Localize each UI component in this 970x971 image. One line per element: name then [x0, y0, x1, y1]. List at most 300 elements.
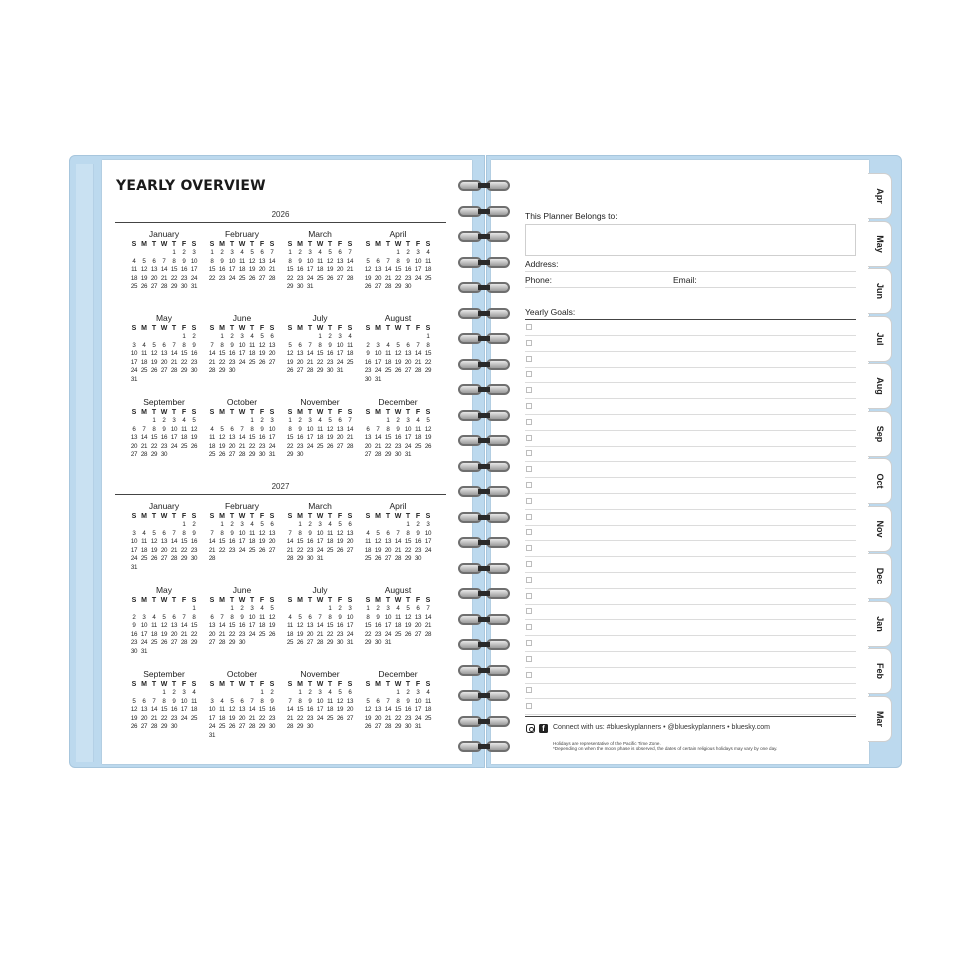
week-row [285, 342, 355, 351]
goal-checkbox[interactable] [526, 624, 532, 630]
day-number: 27 [296, 367, 304, 375]
day-number: 25 [384, 367, 392, 375]
week-row [285, 283, 355, 292]
day-number: 4 [416, 417, 420, 424]
weekday-letter: W [394, 597, 402, 604]
day-number [285, 689, 295, 698]
goal-checkbox[interactable] [526, 403, 532, 409]
day-number: 15 [170, 266, 178, 274]
day-number: 3 [406, 417, 410, 424]
spiral-coil [458, 663, 512, 679]
weekday-header [363, 680, 433, 689]
day-number [149, 249, 159, 258]
day-number: 2 [308, 521, 312, 528]
month-tab[interactable] [868, 458, 892, 504]
day-number: 8 [288, 425, 292, 433]
day-number: 24 [208, 723, 216, 731]
day-number: 9 [406, 257, 410, 265]
weekday-letter: S [131, 513, 137, 520]
weekday-letter: S [347, 597, 353, 604]
day-number: 23 [268, 714, 276, 722]
week-row [207, 622, 277, 631]
month-name: July [312, 585, 328, 595]
weekday-letter: W [316, 409, 324, 416]
day-number: 3 [132, 529, 136, 537]
weekday-letter: T [405, 241, 411, 248]
goal-row[interactable] [525, 367, 856, 383]
goal-checkbox[interactable] [526, 356, 532, 362]
day-number: 19 [394, 358, 402, 366]
year-rule [115, 222, 446, 223]
weekday-letter: W [160, 409, 168, 416]
day-number: 29 [190, 639, 198, 647]
week-row [129, 443, 199, 452]
day-number [179, 564, 189, 573]
day-number: 10 [180, 697, 188, 705]
goal-checkbox[interactable] [526, 435, 532, 441]
weekday-letter: T [171, 513, 177, 520]
goal-row[interactable] [525, 446, 856, 462]
week-row [129, 266, 199, 275]
weekday-letter: M [141, 513, 147, 520]
goal-row[interactable] [525, 668, 856, 684]
month-tab[interactable] [868, 363, 892, 409]
contact-line[interactable] [525, 287, 856, 288]
day-number [207, 333, 217, 342]
goal-row[interactable] [525, 494, 856, 510]
month-tab-label: Jul [874, 331, 885, 346]
month-tab[interactable] [868, 648, 892, 694]
day-number: 3 [348, 605, 352, 612]
weekday-letter: W [238, 513, 246, 520]
day-number [237, 417, 247, 426]
day-number: 17 [238, 350, 246, 358]
day-number: 22 [248, 442, 256, 450]
weekday-letter: T [229, 597, 235, 604]
day-number: 2 [366, 341, 370, 349]
day-number: 7 [210, 529, 214, 537]
week-row [363, 266, 433, 275]
day-number: 5 [338, 521, 342, 528]
day-number: 28 [208, 555, 216, 563]
day-number [257, 367, 267, 376]
day-number: 15 [258, 706, 266, 714]
day-number: 2 [192, 521, 196, 528]
day-number: 16 [326, 350, 334, 358]
week-row [129, 350, 199, 359]
day-number [325, 555, 335, 564]
day-number: 3 [210, 697, 214, 705]
day-number: 29 [248, 451, 256, 459]
day-number: 2 [270, 689, 274, 696]
month-tab[interactable] [868, 601, 892, 647]
day-number: 29 [258, 723, 266, 731]
weekday-letter: F [337, 409, 343, 416]
day-number [363, 333, 373, 342]
month-name: March [308, 229, 332, 239]
day-number: 5 [338, 689, 342, 696]
goal-checkbox[interactable] [526, 640, 532, 646]
goal-checkbox[interactable] [526, 482, 532, 488]
day-number: 17 [190, 266, 198, 274]
day-number [295, 333, 305, 342]
goal-row[interactable] [525, 541, 856, 557]
day-number: 18 [258, 622, 266, 630]
day-number: 24 [248, 630, 256, 638]
spiral-coil [458, 382, 512, 398]
day-number: 10 [306, 257, 314, 265]
week-row [285, 689, 355, 698]
week-row [285, 639, 355, 648]
day-number: 18 [316, 266, 324, 274]
month-tab-label: Dec [874, 567, 885, 585]
day-number: 15 [150, 434, 158, 442]
goal-checkbox[interactable] [526, 656, 532, 662]
goal-row[interactable] [525, 462, 856, 478]
weekday-letter: T [327, 241, 333, 248]
month-tab-label: Nov [874, 519, 885, 538]
day-number: 6 [376, 257, 380, 265]
goal-row[interactable] [525, 352, 856, 368]
month-calendar [129, 585, 199, 657]
day-number: 17 [170, 434, 178, 442]
day-number: 16 [364, 358, 372, 366]
day-number [295, 605, 305, 614]
day-number: 11 [287, 622, 293, 630]
month-tab[interactable] [868, 411, 892, 457]
day-number [335, 451, 345, 460]
day-number: 28 [346, 274, 354, 282]
weekday-letter: T [327, 409, 333, 416]
goal-checkbox[interactable] [526, 545, 532, 551]
goal-checkbox[interactable] [526, 387, 532, 393]
day-number: 6 [270, 521, 274, 528]
goal-checkbox[interactable] [526, 371, 532, 377]
day-number: 25 [424, 274, 432, 282]
day-number: 2 [172, 689, 176, 696]
weekday-letter: W [238, 241, 246, 248]
day-number: 4 [318, 249, 322, 256]
day-number [207, 689, 217, 698]
day-number: 7 [288, 697, 292, 705]
day-number [159, 648, 169, 657]
day-number: 18 [248, 538, 256, 546]
goal-checkbox[interactable] [526, 514, 532, 520]
day-number: 7 [376, 425, 380, 433]
week-row [129, 521, 199, 530]
month-calendar [129, 229, 199, 292]
weekday-letter: S [425, 241, 431, 248]
instagram-icon [526, 724, 535, 733]
day-number: 30 [364, 375, 372, 383]
week-row [363, 283, 433, 292]
weekday-letter: S [209, 681, 215, 688]
day-number: 23 [336, 630, 344, 638]
weekday-letter: W [160, 325, 168, 332]
day-number: 25 [258, 630, 266, 638]
day-number [207, 417, 217, 426]
week-row [207, 350, 277, 359]
weekday-header [207, 512, 277, 521]
day-number: 8 [426, 341, 430, 349]
goal-row[interactable] [525, 399, 856, 415]
month-calendar [207, 585, 277, 648]
day-number: 28 [414, 367, 422, 375]
day-number [413, 283, 423, 292]
weekday-letter: F [181, 513, 187, 520]
goal-checkbox[interactable] [526, 593, 532, 599]
goal-row[interactable] [525, 525, 856, 541]
goal-checkbox[interactable] [526, 672, 532, 678]
month-calendar [129, 501, 199, 573]
day-number: 30 [238, 639, 246, 647]
day-number: 23 [228, 546, 236, 554]
day-number: 12 [364, 706, 372, 714]
day-number: 13 [130, 434, 138, 442]
day-number: 13 [336, 257, 344, 265]
weekday-letter: S [347, 681, 353, 688]
day-number: 25 [130, 283, 138, 291]
goal-checkbox[interactable] [526, 529, 532, 535]
goal-checkbox[interactable] [526, 450, 532, 456]
weekday-letter: S [209, 241, 215, 248]
month-tab[interactable] [868, 221, 892, 267]
weekday-header [285, 596, 355, 605]
day-number: 11 [347, 341, 353, 349]
day-number: 18 [424, 266, 432, 274]
weekday-letter: T [171, 241, 177, 248]
day-number: 16 [218, 266, 226, 274]
weekday-header [129, 596, 199, 605]
goal-row[interactable] [525, 604, 856, 620]
month-tab[interactable] [868, 506, 892, 552]
spiral-coil [458, 484, 512, 500]
weekday-letter: T [307, 409, 313, 416]
goal-row[interactable] [525, 589, 856, 605]
day-number: 4 [142, 529, 146, 537]
weekday-letter: W [316, 325, 324, 332]
day-number: 26 [296, 639, 304, 647]
weekday-letter: M [375, 241, 381, 248]
day-number [207, 605, 217, 614]
month-calendar [363, 585, 433, 648]
day-number: 28 [160, 283, 168, 291]
month-tab[interactable] [868, 553, 892, 599]
day-number: 10 [238, 529, 246, 537]
month-calendar [207, 397, 277, 460]
goal-row[interactable] [525, 336, 856, 352]
day-number [129, 249, 139, 258]
day-number: 6 [270, 333, 274, 340]
day-number: 11 [395, 613, 401, 621]
day-number: 27 [384, 555, 392, 563]
goal-checkbox[interactable] [526, 324, 532, 330]
goal-row[interactable] [525, 683, 856, 699]
goal-checkbox[interactable] [526, 703, 532, 709]
day-number: 7 [220, 613, 224, 621]
month-tab[interactable] [868, 696, 892, 742]
day-number [285, 521, 295, 530]
goal-row[interactable] [525, 557, 856, 573]
day-number [217, 689, 227, 698]
address-line[interactable] [525, 271, 856, 272]
month-name: February [224, 501, 259, 511]
day-number [227, 555, 237, 564]
day-number: 4 [386, 341, 390, 349]
day-number: 23 [170, 714, 178, 722]
weekday-letter: S [365, 681, 371, 688]
month-tab[interactable] [868, 268, 892, 314]
weekday-letter: T [307, 325, 313, 332]
weekday-letter: F [415, 513, 421, 520]
day-number: 29 [150, 451, 158, 459]
day-number: 30 [180, 283, 188, 291]
goal-checkbox[interactable] [526, 608, 532, 614]
week-row [129, 715, 199, 724]
weekday-letter: T [229, 325, 235, 332]
day-number: 25 [424, 714, 432, 722]
day-number: 4 [192, 689, 196, 696]
weekday-letter: T [171, 409, 177, 416]
day-number: 30 [228, 367, 236, 375]
goal-checkbox[interactable] [526, 577, 532, 583]
goal-checkbox[interactable] [526, 498, 532, 504]
week-row [129, 723, 199, 732]
day-number: 24 [404, 442, 412, 450]
week-row [207, 723, 277, 732]
day-number: 17 [346, 622, 354, 630]
day-number: 3 [182, 689, 186, 696]
goal-checkbox[interactable] [526, 561, 532, 567]
day-number: 11 [141, 350, 147, 358]
goal-checkbox[interactable] [526, 466, 532, 472]
day-number: 14 [424, 613, 432, 621]
weekday-letter: F [415, 597, 421, 604]
day-number: 13 [296, 350, 304, 358]
day-number: 19 [374, 546, 382, 554]
week-row [129, 698, 199, 707]
day-number: 7 [348, 249, 352, 256]
day-number: 26 [286, 367, 294, 375]
day-number: 21 [346, 434, 354, 442]
day-number: 10 [404, 425, 412, 433]
day-number [285, 605, 295, 614]
day-number [237, 555, 247, 564]
day-number: 19 [404, 622, 412, 630]
goal-row[interactable] [525, 573, 856, 589]
footer-rule [525, 716, 856, 717]
goal-checkbox[interactable] [526, 340, 532, 346]
day-number: 28 [316, 639, 324, 647]
day-number: 16 [190, 350, 198, 358]
day-number: 7 [142, 425, 146, 433]
day-number: 29 [394, 723, 402, 731]
day-number: 4 [220, 697, 224, 705]
day-number: 8 [328, 613, 332, 621]
day-number: 17 [130, 358, 138, 366]
day-number: 20 [258, 266, 266, 274]
goal-checkbox[interactable] [526, 687, 532, 693]
day-number: 18 [140, 546, 148, 554]
weekday-letter: T [385, 325, 391, 332]
goal-row[interactable] [525, 510, 856, 526]
day-number: 10 [414, 697, 422, 705]
day-number: 31 [190, 283, 198, 291]
day-number: 30 [296, 451, 304, 459]
day-number: 27 [268, 358, 276, 366]
week-row [363, 417, 433, 426]
day-number: 18 [364, 546, 372, 554]
goal-checkbox[interactable] [526, 419, 532, 425]
owner-name-field[interactable] [525, 224, 856, 256]
goal-row[interactable] [525, 415, 856, 431]
day-number: 16 [268, 706, 276, 714]
day-number: 8 [298, 529, 302, 537]
day-number [393, 376, 403, 385]
day-number: 31 [130, 375, 138, 383]
day-number: 1 [328, 605, 332, 612]
goal-row[interactable] [525, 636, 856, 652]
month-name: October [226, 397, 258, 407]
goal-row[interactable] [525, 652, 856, 668]
weekday-header [363, 512, 433, 521]
day-number: 21 [140, 442, 148, 450]
day-number: 14 [286, 706, 294, 714]
week-row [129, 564, 199, 573]
goal-row[interactable] [525, 620, 856, 636]
day-number: 11 [131, 266, 137, 274]
day-number [393, 333, 403, 342]
day-number: 16 [336, 622, 344, 630]
goal-row[interactable] [525, 699, 856, 715]
month-tab[interactable] [868, 316, 892, 362]
goal-row[interactable] [525, 431, 856, 447]
day-number: 25 [414, 442, 422, 450]
day-number: 21 [394, 546, 402, 554]
day-number: 9 [230, 341, 234, 349]
week-row [207, 434, 277, 443]
day-number: 30 [414, 555, 422, 563]
day-number: 1 [182, 521, 186, 528]
day-number [189, 376, 199, 385]
day-number: 27 [336, 274, 344, 282]
year-label: 2027 [271, 482, 290, 491]
goal-row[interactable] [525, 383, 856, 399]
day-number: 28 [208, 367, 216, 375]
day-number: 1 [230, 605, 234, 612]
day-number: 28 [424, 630, 432, 638]
day-number [139, 564, 149, 573]
day-number: 12 [326, 257, 334, 265]
day-number: 5 [396, 341, 400, 349]
day-number: 15 [296, 538, 304, 546]
weekday-letter: S [347, 409, 353, 416]
day-number: 17 [374, 358, 382, 366]
day-number: 22 [228, 630, 236, 638]
day-number: 10 [316, 697, 324, 705]
day-number: 13 [160, 350, 168, 358]
goal-row[interactable] [525, 478, 856, 494]
day-number: 30 [170, 723, 178, 731]
day-number: 21 [170, 358, 178, 366]
week-row [285, 530, 355, 539]
day-number [139, 376, 149, 385]
month-tab[interactable] [868, 173, 892, 219]
goal-row[interactable] [525, 320, 856, 336]
day-number: 9 [416, 529, 420, 537]
weekday-letter: S [269, 241, 275, 248]
weekday-letter: T [307, 681, 313, 688]
